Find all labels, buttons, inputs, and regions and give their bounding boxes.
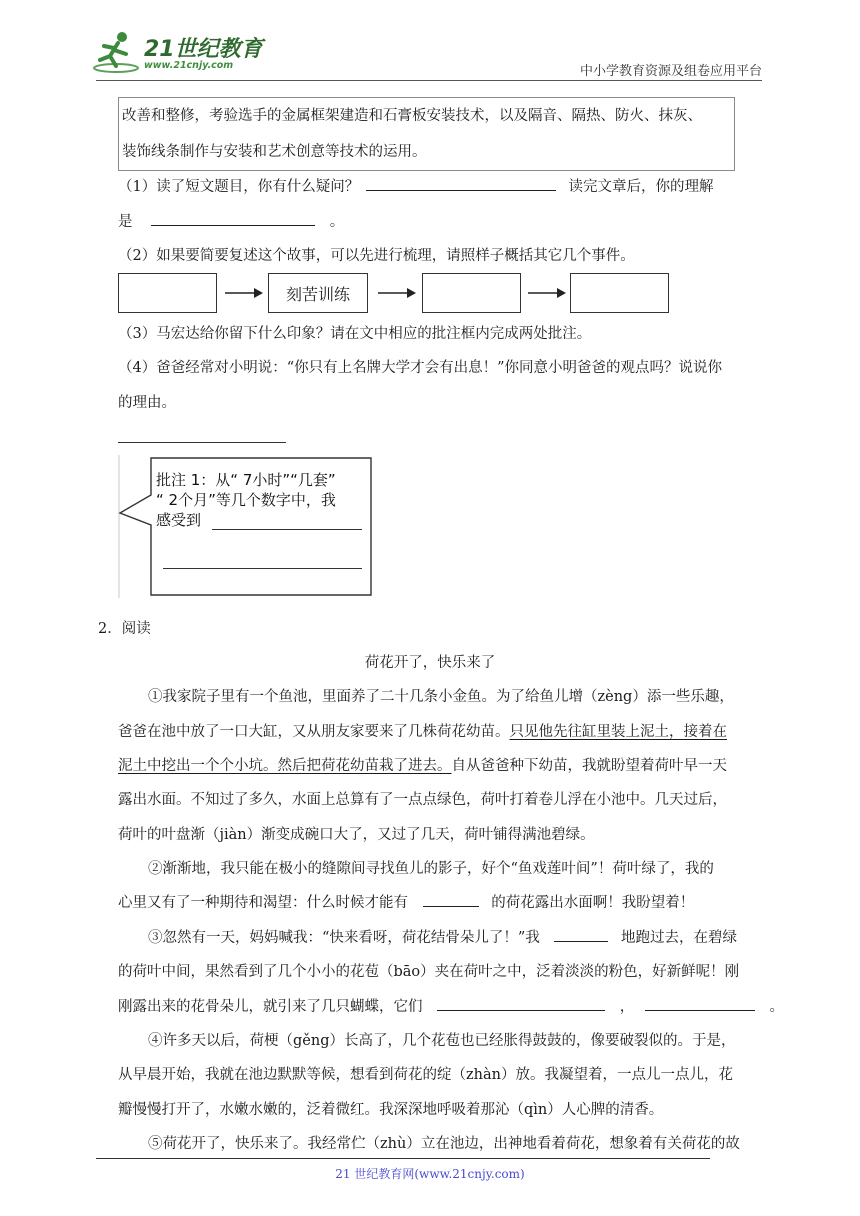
paragraph-line: 的荷叶中间，果然看到了几个小小的花苞（bāo）夹在荷叶之中，泛着淡淡的粉色，好新鲜呢！刚 xyxy=(118,964,740,980)
annotation-line: “ 2个月”等几个数字中，我 xyxy=(156,491,336,509)
paragraph-line xyxy=(118,893,694,913)
paragraph-line xyxy=(118,997,784,1017)
platform-name: 中小学教育资源及组卷应用平台 xyxy=(579,64,762,79)
answer-blank[interactable] xyxy=(437,997,605,1011)
arrow-right-icon xyxy=(527,286,567,300)
underlined-text: 只见他先往缸里装上泥土，接着在 xyxy=(509,724,727,740)
question-1-text: （1）读了短文题目，你有什么疑问？ xyxy=(118,179,360,195)
paragraph-text: ， xyxy=(619,999,635,1015)
question-1-continued xyxy=(118,212,344,232)
paragraph-line: ⑤荷花开了，快乐来了。我经常伫（zhù）立在池边，出神地看着荷花，想象着有关荷花的故 xyxy=(148,1136,740,1152)
section-label: 2．阅读 xyxy=(98,621,151,637)
paragraph-text: ③忽然有一天，妈妈喊我：“快来看呀，荷花结骨朵儿了！”我 xyxy=(148,930,540,946)
question-4: （4）爸爸经常对小明说：“你只有上名牌大学才会有出息！”你同意小明爸爸的观点吗？说说你 xyxy=(118,360,723,376)
paragraph-text: 爸爸在池中放了一口大缸，又从朋友家要来了几株荷花幼苗。 xyxy=(118,724,510,740)
answer-blank[interactable] xyxy=(366,177,556,191)
paragraph-line: ④许多天以后，荷梗（gěng）长高了，几个花苞也已经胀得鼓鼓的，像要破裂似的。于是， xyxy=(148,1033,736,1049)
question-1-text: 是 xyxy=(118,214,133,230)
logo-brand-text: 21世纪教育 xyxy=(144,37,263,62)
question-1 xyxy=(118,177,713,197)
paragraph-line: ②渐渐地，我只能在极小的缝隙间寻找鱼儿的影子，好个“鱼戏莲叶间”！荷叶绿了，我的 xyxy=(148,861,714,877)
annotation-blank[interactable] xyxy=(163,568,362,569)
reading-title: 荷花开了，快乐来了 xyxy=(364,655,496,671)
paragraph-line xyxy=(148,928,737,948)
footer-divider xyxy=(96,1158,710,1159)
paragraph-text: 的荷花露出水面啊！我盼望着！ xyxy=(491,895,695,911)
paragraph-line: 从早晨开始，我就在池边默默等候，想看到荷花的绽（zhàn）放。我凝望着，一点儿一点儿，花 xyxy=(118,1067,733,1083)
flow-box-empty[interactable] xyxy=(570,273,669,313)
paragraph-line xyxy=(118,722,727,742)
annotation-line: 感受到 xyxy=(156,511,202,529)
flow-box-example: 刻苦训练 xyxy=(268,273,368,313)
flow-box-empty[interactable] xyxy=(422,273,521,313)
footer-text[interactable]: 21 世纪教育网(www.21cnjy.com) xyxy=(335,1167,525,1181)
logo-url-text: www.21cnjy.com xyxy=(144,60,234,71)
underlined-text: 泥土中挖出一个个小坑。然后把荷花幼苗栽了进去。 xyxy=(118,758,452,774)
paragraph-text: 自从爸爸种下幼苗，我就盼望着荷叶早一天 xyxy=(451,758,727,774)
answer-blank-line[interactable] xyxy=(118,442,286,443)
paragraph-text: 地跑过去，在碧绿 xyxy=(621,930,738,946)
paragraph-text: 心里又有了一种期待和渴望：什么时候才能有 xyxy=(118,895,408,911)
site-logo xyxy=(92,30,262,78)
question-2: （2）如果要简要复述这个故事，可以先进行梳理，请照样子概括其它几个事件。 xyxy=(118,248,635,264)
paragraph-line xyxy=(118,756,727,776)
passage-excerpt-line: 改善和整修，考验选手的金属框架建造和石膏板安装技术，以及隔音、隔热、防火、抹灰、 xyxy=(122,108,702,124)
arrow-right-icon xyxy=(224,286,264,300)
question-4-continued: 的理由。 xyxy=(118,395,176,411)
annotation-line: 批注 1：从“ 7小时”“几套” xyxy=(156,471,336,489)
answer-blank[interactable] xyxy=(151,212,315,226)
question-1-text: 。 xyxy=(329,214,345,230)
answer-blank[interactable] xyxy=(645,997,755,1011)
passage-excerpt-line: 装饰线条制作与安装和艺术创意等技术的运用。 xyxy=(122,144,427,160)
header-divider xyxy=(96,80,762,81)
flow-box-empty[interactable] xyxy=(118,273,217,313)
arrow-right-icon xyxy=(377,286,417,300)
paragraph-line: 荷叶的叶盘渐（jiàn）渐变成碗口大了，又过了几天，荷叶铺得满池碧绿。 xyxy=(118,827,595,843)
answer-blank[interactable] xyxy=(554,928,608,942)
paragraph-line: 露出水面。不知过了多久，水面上总算有了一点点绿色，荷叶打着卷儿浮在小池中。几天过后， xyxy=(118,792,727,808)
paragraph-line: ①我家院子里有一个鱼池，里面养了二十几条小金鱼。为了给鱼儿增（zèng）添一些乐趣， xyxy=(148,689,734,705)
annotation-blank[interactable] xyxy=(212,529,362,530)
paragraph-line: 瓣慢慢打开了，水嫩水嫩的，泛着微红。我深深地呼吸着那沁（qìn）人心脾的清香。 xyxy=(118,1102,664,1118)
answer-blank[interactable] xyxy=(423,893,479,907)
running-man-icon xyxy=(92,30,142,74)
question-3: （3）马宏达给你留下什么印象？请在文中相应的批注框内完成两处批注。 xyxy=(118,326,592,342)
paragraph-text: 刚露出来的花骨朵儿，就引来了几只蝴蝶，它们 xyxy=(118,999,423,1015)
question-1-text: 读完文章后，你的理解 xyxy=(568,179,714,195)
paragraph-text: 。 xyxy=(769,999,784,1015)
